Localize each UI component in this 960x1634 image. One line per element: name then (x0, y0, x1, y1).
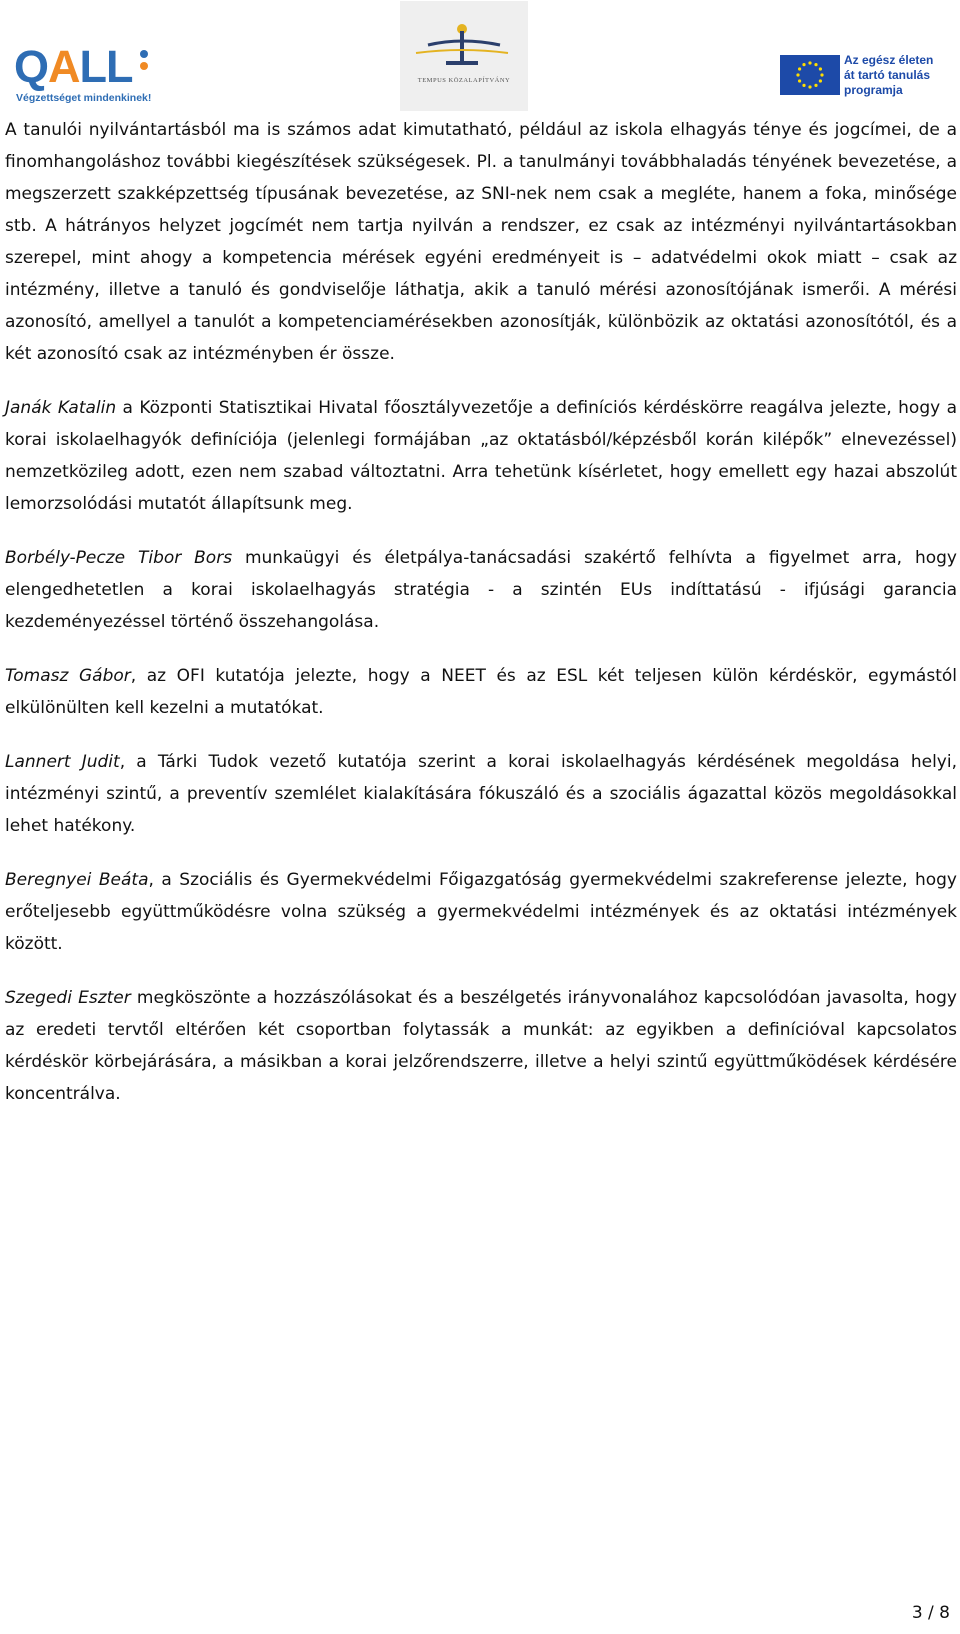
paragraph: A tanulói nyilvántartásból ma is számos adat kimutatható, például az iskola elhagyás ténye és jogcímei, de a finomhangoláshoz további kiegészítések szükségesek. Pl. a tanulmányi továbbhaladás tényének bevezetése, a megszerzett szakképzettség típusának bevezetése, az SNI-nek nem csak a megléte, hanem a foka, minősége stb. A hátrányos helyzet jogcímét nem tartja nyilván a rendszer, ez csak az intézményi nyilvántartásokban szerepel, mint ahogy a kompetencia mérések egyéni eredményeit is – adatvédelmi okok miatt – csak az intézmény, illetve a tanuló és gondviselője láthatja, akik a tanuló mérési azonosítójának ismerői. A mérési azonosító, amellyel a tanulót a kompetenciamérésekben azonosítják, különbözik az oktatási azonosítótól, és a két azonosító csak az intézményben ér össze. (5, 120, 957, 364)
qall-logo-tagline: Végzettséget mindenkinek! (16, 92, 152, 104)
speaker-name: Janák Katalin (5, 398, 117, 418)
qall-logo-wordmark (14, 42, 133, 92)
eu-lifelong-learning-logo (780, 53, 940, 99)
qall-logo (14, 41, 152, 106)
eu-logo-line-2: át tartó tanulás (844, 68, 931, 82)
eu-logo-text (844, 53, 944, 98)
paragraph: Beregnyei Beáta, a Szociális és Gyermekvédelmi Főigazgatóság gyermekvédelmi szakreferense jelezte, hogy erőteljesebb együttműködésre volna szükség a gyermekvédelmi intézmények és az oktatási intézmények között. (5, 870, 957, 954)
speaker-name: Beregnyei Beáta (5, 870, 149, 890)
qall-logo-ll: LL (79, 41, 133, 92)
qall-logo-q: Q (14, 41, 49, 92)
eu-logo-line-1: Az egész életen (844, 53, 934, 67)
document-body (5, 114, 957, 1132)
paragraph: Lannert Judit, a Tárki Tudok vezető kutatója szerint a korai iskolaelhagyás kérdésének megoldása helyi, intézményi szintű, a preventív szemlélet kialakítására fókuszáló és a szociális ágazattal közös megoldásokkal lehet hatékony. (5, 752, 957, 836)
paragraph: Tomasz Gábor, az OFI kutatója jelezte, hogy a NEET és az ESL két teljesen külön kérdéskör, egymástól elkülönülten kell kezelni a mutatókat. (5, 666, 957, 718)
eu-logo-line-3: programja (844, 83, 903, 97)
speaker-name: Lannert Judit (5, 752, 120, 772)
qall-logo-dots (140, 50, 150, 80)
paragraph: Borbély-Pecze Tibor Bors munkaügyi és életpálya-tanácsadási szakértő felhívta a figyelmet arra, hogy elengedhetetlen a korai iskolaelhagyás stratégia - a szintén EUs indíttatású - ifjúsági garancia kezdeményezéssel történő összehangolása. (5, 548, 957, 632)
speaker-name: Tomasz Gábor (5, 666, 131, 686)
eu-flag-icon (780, 55, 840, 95)
paragraph: Janák Katalin a Központi Statisztikai Hivatal főosztályvezetője a definíciós kérdéskörre reagálva jelezte, hogy a korai iskolaelhagyók definíciója (jelenlegi formájában „az oktatásból/képzésből korán kilépők” elnevezéssel) nemzetközileg adott, ezen nem szabad változtatni. Arra tehetünk kísérletet, hogy emellett egy hazai abszolút lemorzsolódási mutatót állapítsunk meg. (5, 398, 957, 514)
page-number: 3 / 8 (911, 1603, 950, 1623)
tempus-logo-caption: TEMPUS KÖZALAPÍTVÁNY (417, 77, 511, 84)
speaker-name: Borbély-Pecze Tibor Bors (5, 548, 233, 568)
tempus-scale-icon (400, 1, 528, 77)
speaker-name: Szegedi Eszter (5, 988, 131, 1008)
qall-logo-a: A (48, 41, 80, 92)
page-header (0, 0, 960, 112)
paragraph: Szegedi Eszter megköszönte a hozzászólásokat és a beszélgetés irányvonalához kapcsolódóan javasolta, hogy az eredeti tervtől eltérően két csoportban folytassák a munkát: az egyikben a definícióval kapcsolatos kérdéskör körbejárására, a másikban a korai jelzőrendszerre, illetve a helyi szintű együttműködések kérdésére koncentrálva. (5, 988, 957, 1104)
tempus-logo (400, 1, 528, 111)
